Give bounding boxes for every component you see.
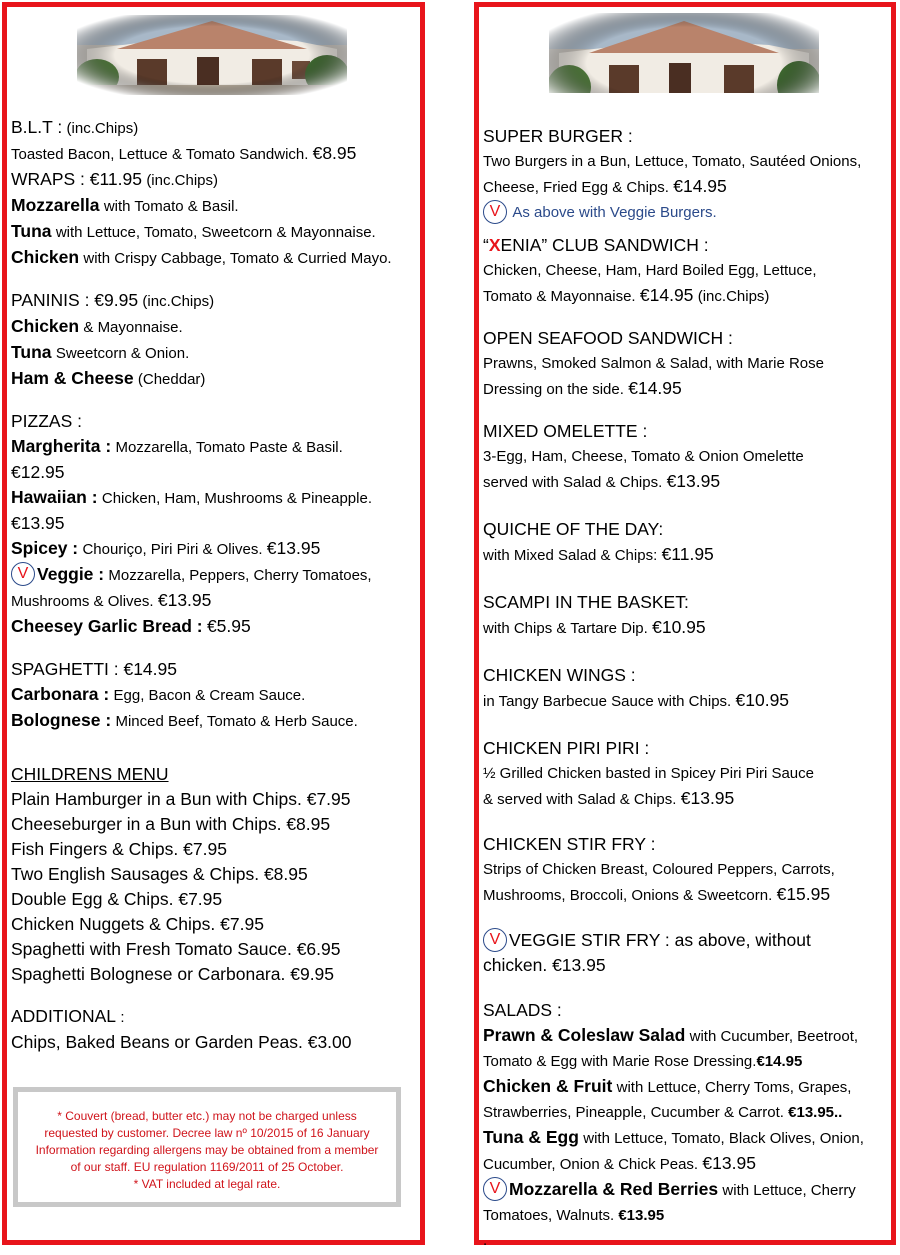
trailing-dot: . (483, 1232, 488, 1249)
super-burger-heading: SUPER BURGER : (483, 126, 633, 146)
piri-heading: CHICKEN PIRI PIRI : (483, 738, 650, 758)
pizza-price: €13.95 (11, 513, 65, 533)
childrens-menu-heading: CHILDRENS MENU (11, 764, 169, 784)
left-menu-content (11, 115, 416, 1055)
wrap-item: Mozzarella with Tomato & Basil. (11, 195, 239, 215)
seafood-heading: OPEN SEAFOOD SANDWICH : (483, 328, 733, 348)
childrens-item: Chicken Nuggets & Chips. €7.95 (11, 914, 264, 934)
scampi-desc: with Chips & Tartare Dip. €10.95 (483, 617, 706, 637)
pizza-item-margherita: Margherita : Mozzarella, Tomato Paste & Basil. (11, 436, 343, 456)
spaghetti-item: Bolognese : Minced Beef, Tomato & Herb Sauce. (11, 710, 358, 730)
salad-mozzarella-desc: Tomatoes, Walnuts. €13.95 (483, 1207, 665, 1224)
notice-line: requested by customer. Decree law nº 10/2015 of 16 January (44, 1126, 370, 1140)
salad-tuna: Tuna & Egg with Lettuce, Tomato, Black Olives, Onion, (483, 1127, 864, 1147)
childrens-item: Double Egg & Chips. €7.95 (11, 889, 223, 909)
notice-line: Information regarding allergens may be obtained from a member (35, 1143, 379, 1157)
childrens-item: Two English Sausages & Chips. €8.95 (11, 864, 308, 884)
omelette-desc2: served with Salad & Chips. €13.95 (483, 471, 721, 491)
childrens-item: Plain Hamburger in a Bun with Chips. €7.95 (11, 789, 351, 809)
right-menu-content (483, 124, 887, 1253)
blt-heading: B.L.T : (inc.Chips) (11, 117, 139, 137)
salad-prawn-desc: Tomato & Egg with Marie Rose Dressing.€14.95 (483, 1053, 803, 1070)
pizza-veggie-cont: Mushrooms & Olives. €13.95 (11, 590, 212, 610)
childrens-item: Spaghetti with Fresh Tomato Sauce. €6.95 (11, 939, 341, 959)
restaurant-logo-image (549, 13, 819, 93)
pizza-item-spicey: Spicey : Chouriço, Piri Piri & Olives. €13.95 (11, 538, 321, 558)
notice-line: of our staff. EU regulation 1169/2011 of 25 October. (70, 1160, 344, 1174)
restaurant-logo-image (77, 15, 347, 95)
quiche-desc: with Mixed Salad & Chips: €11.95 (483, 544, 714, 564)
omelette-heading: MIXED OMELETTE : (483, 421, 648, 441)
panini-item: Chicken & Mayonnaise. (11, 316, 183, 336)
club-desc: Chicken, Cheese, Ham, Hard Boiled Egg, Lettuce, (483, 262, 817, 279)
seafood-desc2: Dressing on the side. €14.95 (483, 378, 682, 398)
xenia-x-icon: X (488, 235, 501, 255)
pizza-item-hawaiian: Hawaiian : Chicken, Ham, Mushrooms & Pineapple. (11, 487, 372, 507)
right-menu-panel (474, 2, 896, 1249)
scampi-heading: SCAMPI IN THE BASKET: (483, 592, 689, 612)
omelette-desc: 3-Egg, Ham, Cheese, Tomato & Onion Omelette (483, 448, 804, 465)
quiche-heading: QUICHE OF THE DAY: (483, 519, 664, 539)
childrens-item: Spaghetti Bolognese or Carbonara. €9.95 (11, 964, 335, 984)
salad-tuna-desc: Cucumber, Onion & Chick Peas. €13.95 (483, 1153, 756, 1173)
piri-desc2: & served with Salad & Chips. €13.95 (483, 788, 735, 808)
additional-heading: ADDITIONAL : (11, 1006, 125, 1026)
salad-prawn: Prawn & Coleslaw Salad with Cucumber, Beetroot, (483, 1025, 859, 1045)
salad-fruit-desc: Strawberries, Pineapple, Cucumber & Carrot. €13.95.. (483, 1104, 843, 1121)
stirfry-heading: CHICKEN STIR FRY : (483, 834, 656, 854)
salads-heading: SALADS : (483, 1000, 562, 1020)
veggie-stirfry-desc: chicken. €13.95 (483, 955, 606, 975)
panini-item: Tuna Sweetcorn & Onion. (11, 342, 190, 362)
left-menu-panel (2, 2, 425, 1245)
additional-item: Chips, Baked Beans or Garden Peas. €3.00 (11, 1032, 352, 1052)
wraps-heading: WRAPS : €11.95 (inc.Chips) (11, 169, 218, 189)
spaghetti-item: Carbonara : Egg, Bacon & Cream Sauce. (11, 684, 306, 704)
super-burger-desc2: Cheese, Fried Egg & Chips. €14.95 (483, 176, 727, 196)
salad-fruit: Chicken & Fruit with Lettuce, Cherry Toms, Grapes, (483, 1076, 852, 1096)
vegetarian-icon: V (483, 1177, 507, 1201)
garlic-bread: Cheesey Garlic Bread : €5.95 (11, 616, 251, 636)
panini-item: Ham & Cheese (Cheddar) (11, 368, 206, 388)
paninis-heading: PANINIS : €9.95 (inc.Chips) (11, 290, 215, 310)
childrens-item: Cheeseburger in a Bun with Chips. €8.95 (11, 814, 331, 834)
notice-line: * Couvert (bread, butter etc.) may not be charged unless (57, 1109, 357, 1123)
vegetarian-icon: V (11, 562, 35, 586)
salad-mozzarella: V Mozzarella & Red Berries with Lettuce, Cherry (483, 1177, 887, 1203)
stirfry-desc2: Mushrooms, Broccoli, Onions & Sweetcorn. €15.95 (483, 884, 831, 904)
veggie-stirfry-heading: V VEGGIE STIR FRY : as above, without (483, 928, 887, 953)
wings-heading: CHICKEN WINGS : (483, 665, 636, 685)
club-sandwich-heading: “XENIA” CLUB SANDWICH : (483, 235, 709, 255)
blt-description: Toasted Bacon, Lettuce & Tomato Sandwich. €8.95 (11, 143, 357, 163)
super-burger-desc: Two Burgers in a Bun, Lettuce, Tomato, Sautéed Onions, (483, 153, 862, 170)
pizza-price: €12.95 (11, 462, 65, 482)
piri-desc: ½ Grilled Chicken basted in Spicey Piri Piri Sauce (483, 765, 814, 782)
stirfry-desc: Strips of Chicken Breast, Coloured Peppers, Carrots, (483, 861, 835, 878)
seafood-desc: Prawns, Smoked Salmon & Salad, with Marie Rose (483, 355, 824, 372)
legal-notice-box (13, 1087, 401, 1207)
spaghetti-heading: SPAGHETTI : €14.95 (11, 659, 177, 679)
veggie-burger-note: V As above with Veggie Burgers. (483, 200, 887, 225)
pizza-item-veggie: V Veggie : Mozzarella, Peppers, Cherry Tomatoes, (11, 562, 416, 588)
wings-desc: in Tangy Barbecue Sauce with Chips. €10.95 (483, 690, 790, 710)
childrens-item: Fish Fingers & Chips. €7.95 (11, 839, 227, 859)
notice-line: * VAT included at legal rate. (133, 1177, 281, 1191)
pizzas-heading: PIZZAS : (11, 411, 82, 431)
wrap-item: Tuna with Lettuce, Tomato, Sweetcorn & Mayonnaise. (11, 221, 376, 241)
vegetarian-icon: V (483, 200, 507, 224)
club-desc2: Tomato & Mayonnaise. €14.95 (inc.Chips) (483, 285, 770, 305)
vegetarian-icon: V (483, 928, 507, 952)
wrap-item: Chicken with Crispy Cabbage, Tomato & Curried Mayo. (11, 247, 392, 267)
